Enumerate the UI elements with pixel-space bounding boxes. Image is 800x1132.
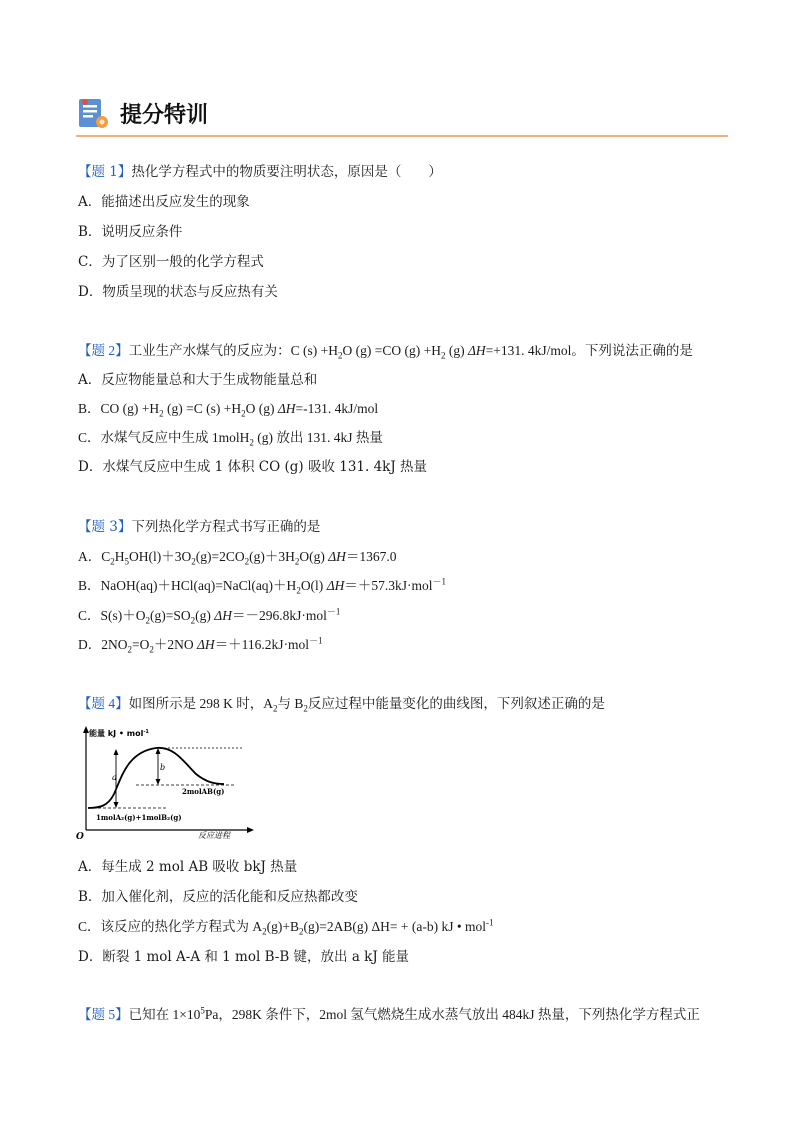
- energy-curve: [88, 748, 224, 808]
- x-axis-arrow: [247, 827, 254, 833]
- option-text: ＝－296.8kJ·mol: [231, 608, 327, 623]
- subscript: 2: [294, 556, 300, 567]
- option-text: =-131. 4kJ/mol: [295, 401, 379, 416]
- question-4-option-c: [78, 918, 493, 936]
- question-3-option-b: [78, 577, 446, 595]
- subscript: 2: [190, 615, 196, 626]
- superscript: －1: [326, 606, 341, 617]
- question-2-option-d: D．水煤气反应中生成 1 体积 CO (g) 吸收 131. 4kJ 热量: [78, 459, 428, 475]
- question-1-option-d: D．物质呈现的状态与反应热有关: [78, 284, 278, 300]
- question-2-text: (g): [445, 343, 468, 358]
- option-text: O (g): [245, 401, 278, 416]
- question-2-text: 工业生产水煤气的反应为：C (s) +H: [128, 343, 338, 358]
- subscript: 2: [273, 703, 278, 714]
- subscript: 2: [262, 926, 267, 937]
- question-5-text: 已知在 1×10: [128, 1007, 201, 1022]
- option-text: (g)=SO: [150, 608, 191, 623]
- option-text: A．C: [78, 549, 111, 564]
- option-text: O(l): [300, 578, 327, 593]
- question-2-tag: 【题 2】: [78, 343, 129, 358]
- question-3-option-c: [78, 607, 340, 625]
- subscript: 2: [296, 585, 301, 596]
- subscript: 5: [124, 556, 130, 567]
- option-text: H: [114, 549, 125, 564]
- superscript: －1: [432, 576, 447, 587]
- question-4-stem: [78, 695, 605, 713]
- option-text: C．S(s)＋O: [78, 608, 146, 623]
- question-5-stem: [78, 1006, 700, 1024]
- question-2-text: =+131. 4kJ/mol。下列说法正确的是: [485, 343, 693, 358]
- option-text: ＋2NO: [153, 637, 197, 652]
- option-text: ＝＋116.2kJ·mol: [214, 637, 310, 652]
- arrow-b-tail: [156, 779, 161, 785]
- subscript: 2: [149, 644, 154, 655]
- option-text: (g) =C (s) +H: [163, 401, 242, 416]
- subscript: 2: [127, 644, 132, 655]
- subscript: 2: [159, 408, 164, 419]
- delta-h: ΔH: [328, 549, 346, 564]
- delta-h: ΔH: [214, 608, 232, 623]
- question-2-text: O (g) =CO (g) +H: [342, 343, 441, 358]
- option-text: (g)＋3H: [249, 549, 295, 564]
- question-4-option-d: D．断裂 1 mol A-A 和 1 mol B-B 键，放出 a kJ 能量: [78, 949, 410, 965]
- option-text: ＝1367.0: [345, 549, 397, 564]
- question-4-tag: 【题 4】: [78, 696, 129, 711]
- delta-h: ΔH: [197, 637, 215, 652]
- page-title: 提分特训: [120, 103, 209, 128]
- subscript: 2: [249, 437, 254, 448]
- delta-h: ΔH: [467, 343, 486, 358]
- question-5-text: Pa，298K 条件下，2mol 氢气燃烧生成水蒸气放出 484kJ 热量，下列热化学方程式正: [204, 1007, 700, 1022]
- option-text: B．NaOH(aq)＋HCl(aq)=NaCl(aq)＋H: [78, 578, 297, 593]
- question-4-text: 如图所示是 298 K 时，A: [128, 696, 273, 711]
- question-5-tag: 【题 5】: [78, 1007, 129, 1022]
- question-3-option-a: [78, 548, 397, 566]
- reactant-label: 1molA₂(g)+1molB₂(g): [96, 813, 182, 822]
- subscript: 2: [303, 703, 308, 714]
- question-4-text: 与 B: [277, 696, 304, 711]
- question-2-option-b: [78, 400, 378, 418]
- option-text: C．该反应的热化学方程式为 A: [78, 919, 263, 934]
- x-axis-label: 反应进程: [198, 831, 230, 840]
- question-2-stem: [78, 342, 693, 360]
- question-3-option-d: [78, 636, 323, 654]
- option-text: B．CO (g) +H: [78, 401, 160, 416]
- option-text: (g)=2AB(g) ΔH= + (a-b) kJ • mol: [303, 919, 486, 934]
- subscript: 2: [145, 615, 151, 626]
- question-3-tag: 【题 3】: [78, 519, 132, 535]
- arrow-a-tail: [114, 802, 119, 808]
- arrow-b-head: [156, 748, 161, 754]
- subscript: 2: [244, 556, 250, 567]
- subscript: 2: [191, 556, 196, 567]
- option-text: (g): [195, 608, 215, 623]
- label-a: a: [112, 773, 117, 782]
- option-text: =O: [132, 637, 150, 652]
- question-1-option-a: A．能描述出反应发生的现象: [78, 194, 250, 210]
- option-text: C．水煤气反应中生成 1molH: [78, 430, 250, 445]
- subscript: 2: [110, 556, 115, 567]
- superscript: －1: [309, 635, 323, 646]
- question-2-option-a: A．反应物能量总和大于生成物能量总和: [78, 372, 318, 388]
- header-divider: [76, 135, 728, 137]
- question-1-option-c: C．为了区别一般的化学方程式: [78, 254, 264, 270]
- label-b: b: [160, 763, 166, 772]
- origin-label: O: [76, 832, 84, 842]
- option-text: (g) 放出 131. 4kJ 热量: [253, 430, 383, 445]
- subscript: 2: [440, 350, 446, 361]
- question-1-text: 热化学方程式中的物质要注明状态，原因是（ ）: [131, 164, 442, 180]
- option-text: OH(l)＋3O: [129, 549, 192, 564]
- delta-h: ΔH: [326, 578, 345, 593]
- question-1-stem: [78, 163, 442, 181]
- question-4-text: 反应过程中能量变化的曲线图，下列叙述正确的是: [307, 696, 605, 711]
- option-text: O(g): [299, 549, 329, 564]
- question-3-text: 下列热化学方程式书写正确的是: [131, 519, 321, 535]
- subscript: 2: [299, 926, 304, 937]
- question-3-stem: [78, 518, 320, 536]
- product-label: 2molAB(g): [182, 787, 225, 796]
- arrow-a-head: [114, 749, 119, 755]
- question-2-option-c: [78, 429, 383, 447]
- subscript: 2: [241, 408, 246, 419]
- delta-h: ΔH: [277, 401, 296, 416]
- option-text: (g)+B: [266, 919, 299, 934]
- section-header: [76, 92, 728, 138]
- superscript: -1: [485, 917, 494, 928]
- option-text: D．2NO: [78, 637, 128, 652]
- question-4-option-b: B．加入催化剂，反应的活化能和反应热都改变: [78, 889, 358, 905]
- question-1-tag: 【题 1】: [78, 164, 132, 180]
- question-4-option-a: A．每生成 2 mol AB 吸收 bkJ 热量: [78, 859, 298, 875]
- option-text: (g)=2CO: [195, 549, 245, 564]
- superscript: 5: [200, 1005, 205, 1016]
- y-axis-label: 能量 kJ • mol$^{-1}$: [89, 729, 149, 738]
- option-text: ＝＋57.3kJ·mol: [344, 578, 433, 593]
- document-badge-icon: [76, 96, 112, 132]
- question-1-option-b: B．说明反应条件: [78, 224, 183, 240]
- subscript: 2: [338, 350, 343, 361]
- energy-diagram: [76, 722, 256, 842]
